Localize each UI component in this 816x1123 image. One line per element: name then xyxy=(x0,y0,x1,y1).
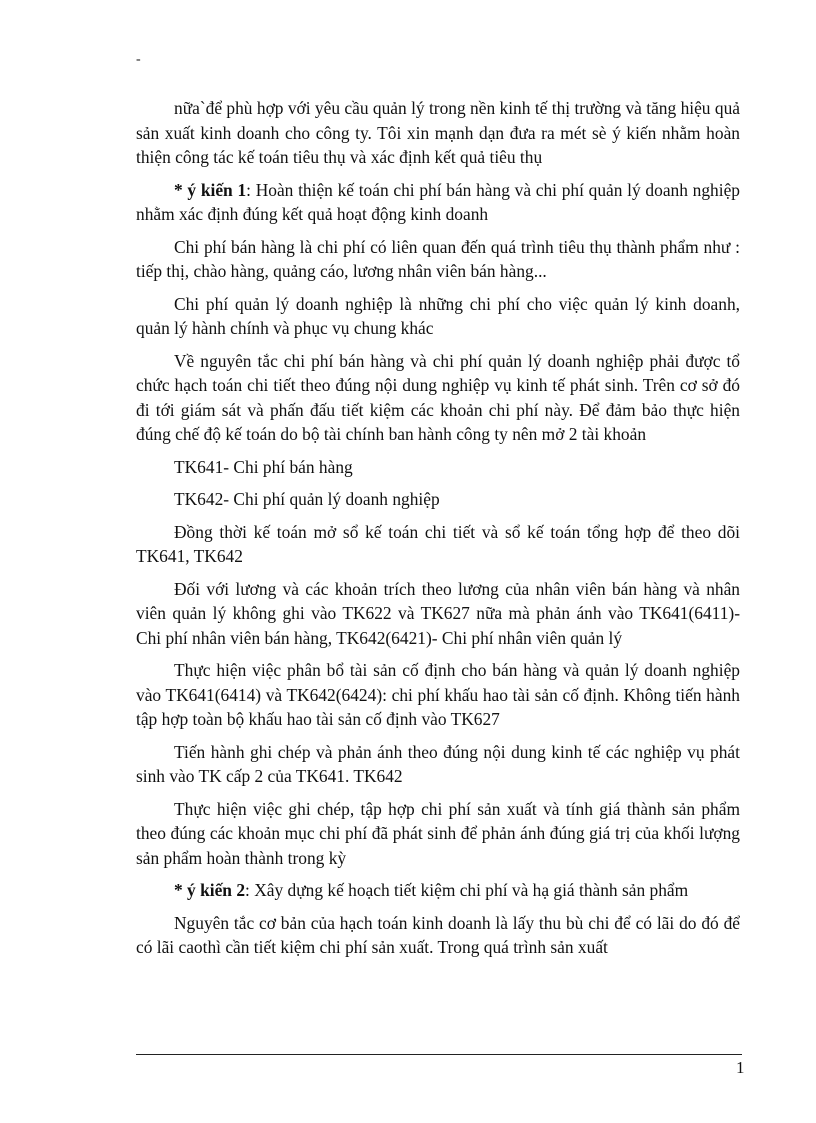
paragraph: nữa`để phù hợp với yêu cầu quản lý trong nền kinh tế thị trường và tăng hiệu quả sản xuất kinh doanh cho công ty. Tôi xin mạnh dạn đưa ra mét sè ý kiến nhằm hoàn thiện công tác kế toán tiêu thụ và xác định kết quả tiêu thụ xyxy=(136,98,740,167)
paragraph: Thực hiện việc ghi chép, tập hợp chi phí sản xuất và tính giá thành sản phẩm theo đúng các khoản mục chi phí đã phát sinh để phản ánh đúng giá trị của khối lượng sản phẩm hoàn thành trong kỳ xyxy=(136,798,740,868)
opinion-2-label: * ý kiến 2 xyxy=(174,880,246,900)
paragraph: Tiến hành ghi chép và phản ánh theo đúng nội dung kinh tế các nghiệp vụ phát sinh vào TK cấp 2 của TK641. TK642 xyxy=(136,741,740,786)
document-body xyxy=(136,96,740,968)
header-mark: - xyxy=(136,52,141,67)
paragraph: Chi phí bán hàng là chi phí có liên quan đến quá trình tiêu thụ thành phẩm như : tiếp thị, chào hàng, quảng cáo, lương nhân viên bán hàng... xyxy=(136,236,740,281)
paragraph: Đối với lương và các khoản trích theo lương của nhân viên bán hàng và nhân viên quản lý không ghi vào TK622 và TK627 nữa mà phản ánh vào TK641(6411)- Chi phí nhân viên bán hàng, TK642(6421)- Chi phí nhân viên quản lý xyxy=(136,578,740,648)
account-line-tk642: TK642- Chi phí quản lý doanh nghiệp xyxy=(174,489,440,509)
page-number: 1 xyxy=(736,1058,745,1077)
paragraph: Chi phí quản lý doanh nghiệp là những chi phí cho việc quản lý kinh doanh, quản lý hành chính và phục vụ chung khác xyxy=(136,293,740,338)
footer-divider xyxy=(136,1054,742,1055)
opinion-1-text: : Hoàn thiện kế toán chi phí bán hàng và chi phí quản lý doanh nghiệp nhằm xác định đúng kết quả hoạt động kinh doanh xyxy=(136,179,740,224)
account-line-tk641: TK641- Chi phí bán hàng xyxy=(174,456,353,477)
paragraph: Về nguyên tắc chi phí bán hàng và chi phí quản lý doanh nghiệp phải được tổ chức hạch toán chi tiết theo đúng nội dung nghiệp vụ kinh tế phát sinh. Trên cơ sở đó đi tới giám sát và phấn đấu tiết kiệm các khoản chi phí này. Để đảm bảo thực hiện đúng chế độ kế toán do bộ tài chính ban hành công ty nên mở 2 tài khoản xyxy=(136,350,740,444)
opinion-1-label: * ý kiến 1 xyxy=(174,179,247,200)
paragraph: Thực hiện việc phân bổ tài sản cố định cho bán hàng và quản lý doanh nghiệp vào TK641(6414) và TK642(6424): chi phí khấu hao tài sản cố định. Không tiến hành tập hợp toàn bộ khấu hao tài sản cố định vào TK627 xyxy=(136,660,740,729)
opinion-2-text: : Xây dựng kế hoạch tiết kiệm chi phí và hạ giá thành sản phẩm xyxy=(245,880,689,900)
paragraph-opinion-1 xyxy=(136,178,740,227)
paragraph: Đồng thời kế toán mở sổ kế toán chi tiết và sổ kế toán tổng hợp để theo dõi TK641, TK642 xyxy=(136,521,740,566)
paragraph: Nguyên tắc cơ bản của hạch toán kinh doanh là lấy thu bù chi để có lãi do đó để có lãi caothì cần tiết kiệm chi phí sản xuất. Trong quá trình sản xuất xyxy=(136,912,740,957)
paragraph-opinion-2 xyxy=(136,878,740,903)
